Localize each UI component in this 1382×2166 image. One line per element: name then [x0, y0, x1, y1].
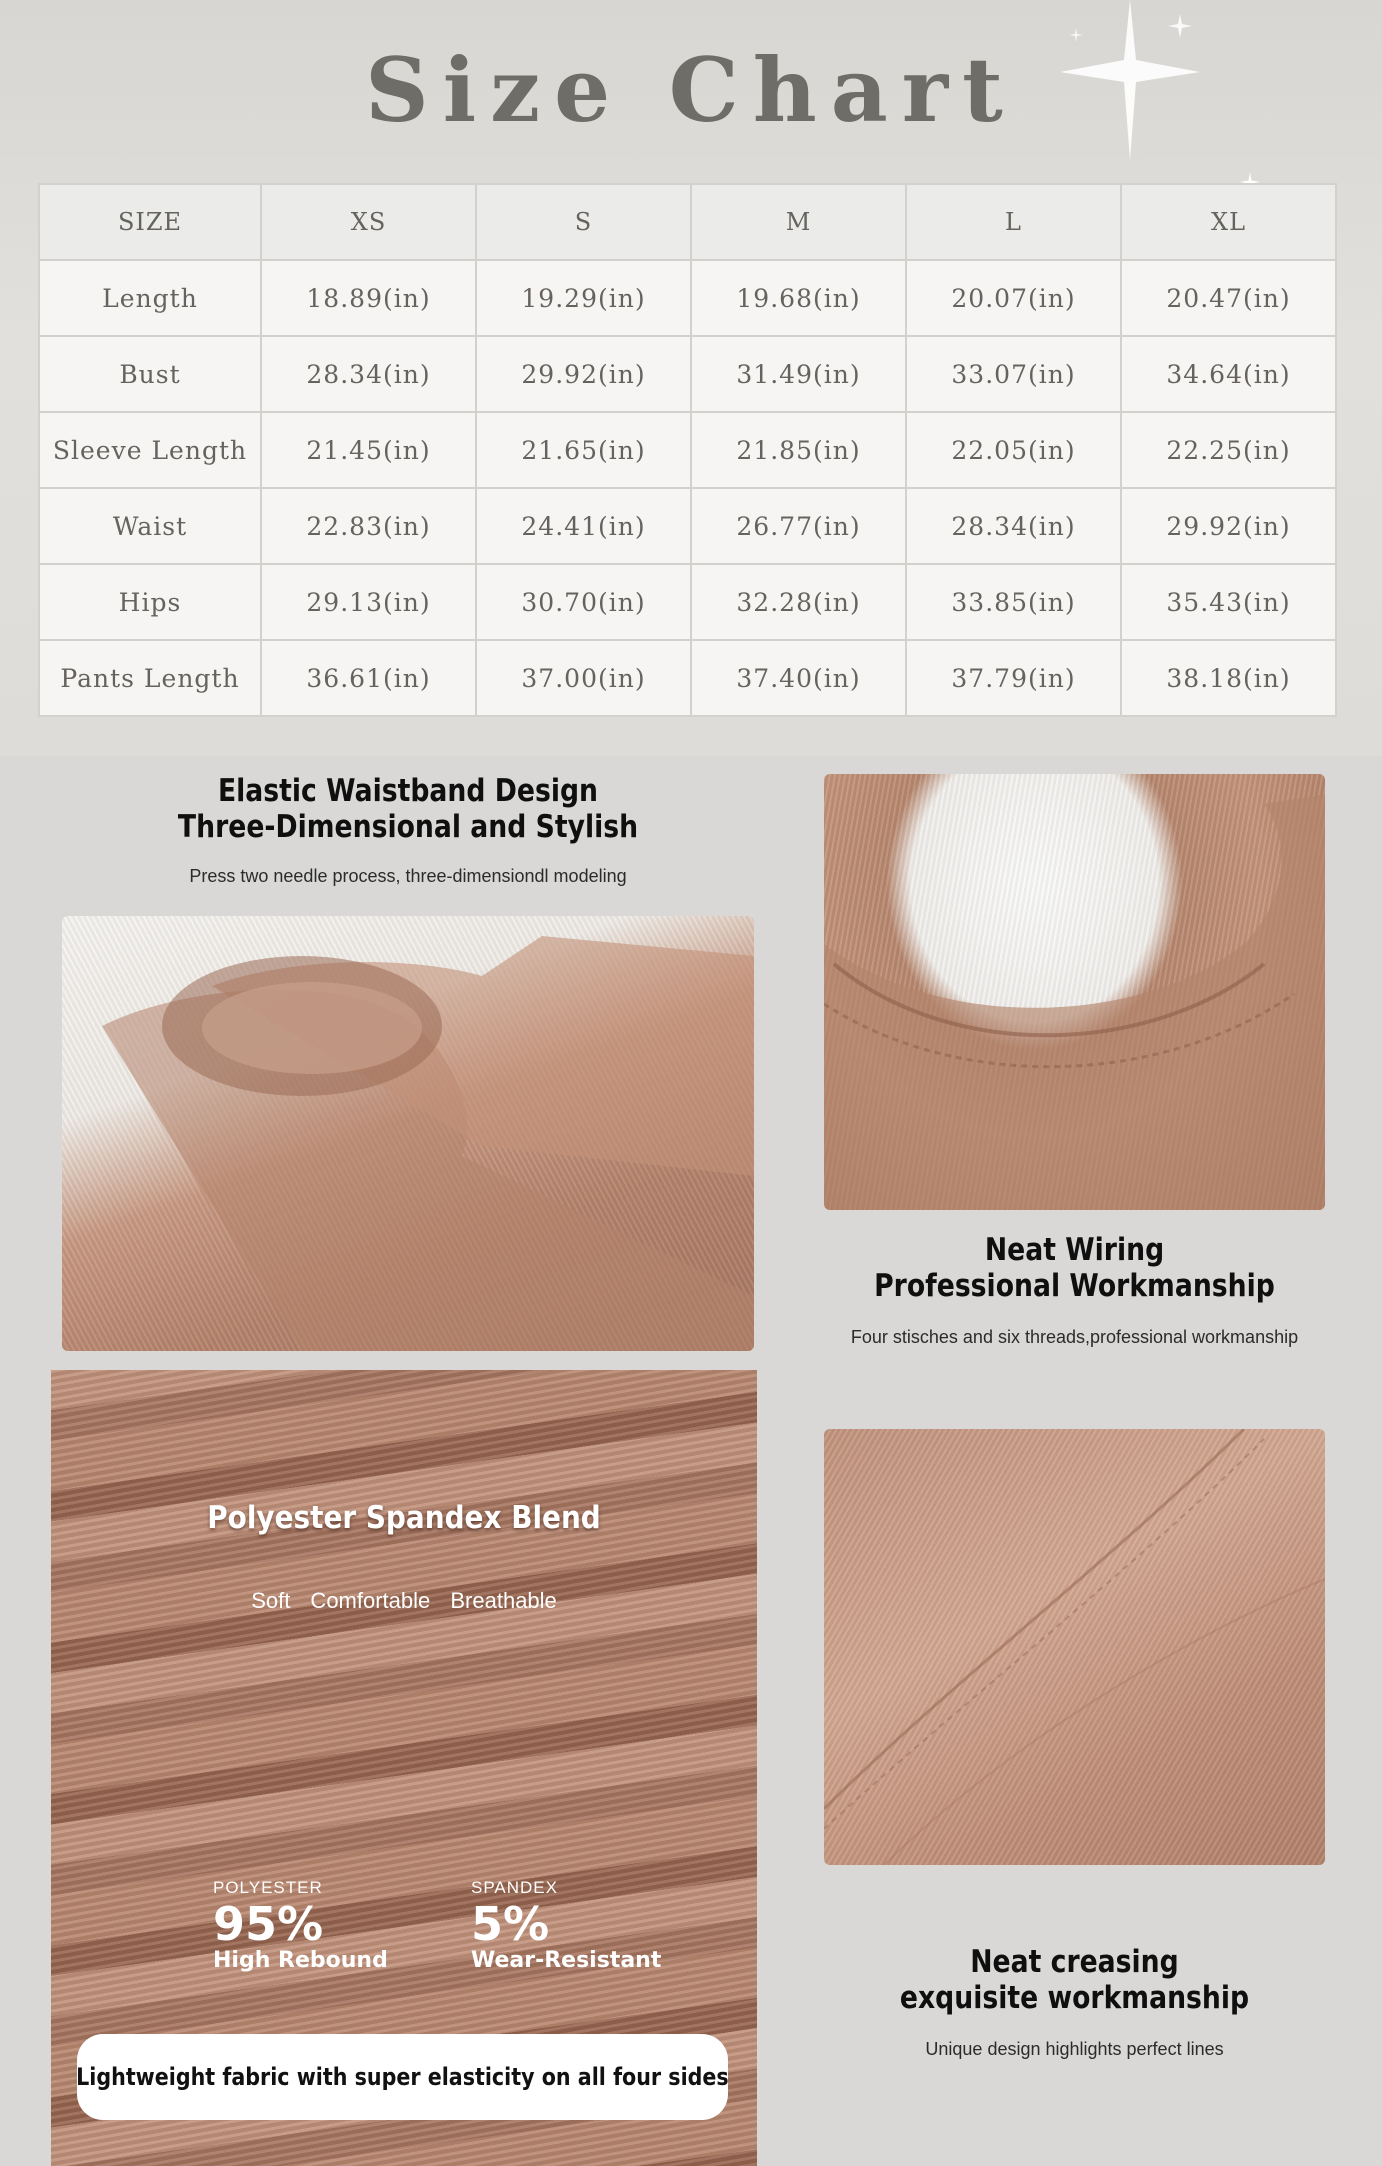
table-cell: 32.28(in)	[691, 564, 906, 640]
row-label: Length	[39, 260, 261, 336]
header-l: L	[906, 184, 1121, 260]
wiring-heading-line2: Professional Workmanship	[874, 1268, 1275, 1304]
creasing-subtext: Unique design highlights perfect lines	[925, 2039, 1224, 2059]
fabric-photo	[51, 1370, 757, 2166]
row-label: Hips	[39, 564, 261, 640]
table-row	[39, 640, 1336, 716]
table-cell: 37.79(in)	[906, 640, 1121, 716]
creasing-heading-line2: exquisite workmanship	[899, 1980, 1250, 2016]
table-row	[39, 488, 1336, 564]
seam-illustration	[824, 1429, 1325, 1865]
table-cell: 28.34(in)	[906, 488, 1121, 564]
seam-photo	[824, 1429, 1325, 1865]
header-xl: XL	[1121, 184, 1336, 260]
table-cell: 29.13(in)	[261, 564, 476, 640]
table-cell: 33.07(in)	[906, 336, 1121, 412]
fabric-title: Polyester Spandex Blend	[207, 1500, 601, 1536]
creasing-heading-line1: Neat creasing	[970, 1944, 1179, 1980]
table-row	[39, 564, 1336, 640]
table-cell: 24.41(in)	[476, 488, 691, 564]
row-label: Bust	[39, 336, 261, 412]
size-chart-title: Size Chart	[365, 38, 1017, 142]
size-chart-section	[0, 0, 1382, 756]
table-cell: 30.70(in)	[476, 564, 691, 640]
table-cell: 21.45(in)	[261, 412, 476, 488]
table-cell: 29.92(in)	[476, 336, 691, 412]
table-cell: 21.65(in)	[476, 412, 691, 488]
table-row	[39, 260, 1336, 336]
header-s: S	[476, 184, 691, 260]
table-cell: 18.89(in)	[261, 260, 476, 336]
table-cell: 36.61(in)	[261, 640, 476, 716]
fabric-subtitle: Soft Comfortable Breathable	[251, 1588, 557, 1613]
spandex-label: SPANDEX	[471, 1878, 558, 1897]
table-cell: 28.34(in)	[261, 336, 476, 412]
table-cell: 34.64(in)	[1121, 336, 1336, 412]
fabric-banner	[77, 2034, 728, 2120]
table-cell: 33.85(in)	[906, 564, 1121, 640]
fabric-banner-text: Lightweight fabric with super elasticity on all four sides	[76, 2063, 729, 2091]
table-cell: 29.92(in)	[1121, 488, 1336, 564]
header-m: M	[691, 184, 906, 260]
waistband-photo	[62, 916, 754, 1351]
waistband-heading-line1: Elastic Waistband Design	[217, 773, 599, 809]
table-row	[39, 412, 1336, 488]
table-cell: 31.49(in)	[691, 336, 906, 412]
polyester-value: 95%	[213, 1897, 324, 1951]
waistband-fold-illustration	[62, 916, 754, 1351]
wiring-heading	[859, 1232, 1290, 1304]
sparkle-icon	[1040, 0, 1240, 170]
table-row	[39, 336, 1336, 412]
table-cell: 19.29(in)	[476, 260, 691, 336]
neckline-photo	[824, 774, 1325, 1210]
neckline-illustration	[824, 774, 1325, 1210]
header-size: SIZE	[39, 184, 261, 260]
creasing-heading	[859, 1944, 1290, 2016]
waistband-heading	[110, 773, 705, 845]
polyester-stat	[213, 1878, 388, 1973]
size-table	[38, 183, 1337, 717]
waistband-heading-line2: Three-Dimensional and Stylish	[177, 809, 639, 845]
table-cell: 20.07(in)	[906, 260, 1121, 336]
waistband-subtext: Press two needle process, three-dimensiondl modeling	[189, 866, 627, 886]
table-cell: 22.83(in)	[261, 488, 476, 564]
table-cell: 22.05(in)	[906, 412, 1121, 488]
polyester-caption: High Rebound	[213, 1948, 388, 1973]
table-cell: 22.25(in)	[1121, 412, 1336, 488]
header-xs: XS	[261, 184, 476, 260]
table-cell: 38.18(in)	[1121, 640, 1336, 716]
row-label: Pants Length	[39, 640, 261, 716]
table-cell: 35.43(in)	[1121, 564, 1336, 640]
table-cell: 19.68(in)	[691, 260, 906, 336]
wiring-subtext: Four stisches and six threads,professional workmanship	[850, 1327, 1299, 1347]
table-cell: 37.40(in)	[691, 640, 906, 716]
size-table-header-row	[39, 184, 1336, 260]
spandex-stat	[471, 1878, 661, 1973]
table-cell: 37.00(in)	[476, 640, 691, 716]
table-cell: 26.77(in)	[691, 488, 906, 564]
table-cell: 21.85(in)	[691, 412, 906, 488]
table-cell: 20.47(in)	[1121, 260, 1336, 336]
spandex-value: 5%	[471, 1897, 550, 1951]
wiring-heading-line1: Neat Wiring	[984, 1232, 1165, 1268]
row-label: Sleeve Length	[39, 412, 261, 488]
row-label: Waist	[39, 488, 261, 564]
spandex-caption: Wear-Resistant	[471, 1948, 662, 1973]
polyester-label: POLYESTER	[213, 1878, 323, 1897]
